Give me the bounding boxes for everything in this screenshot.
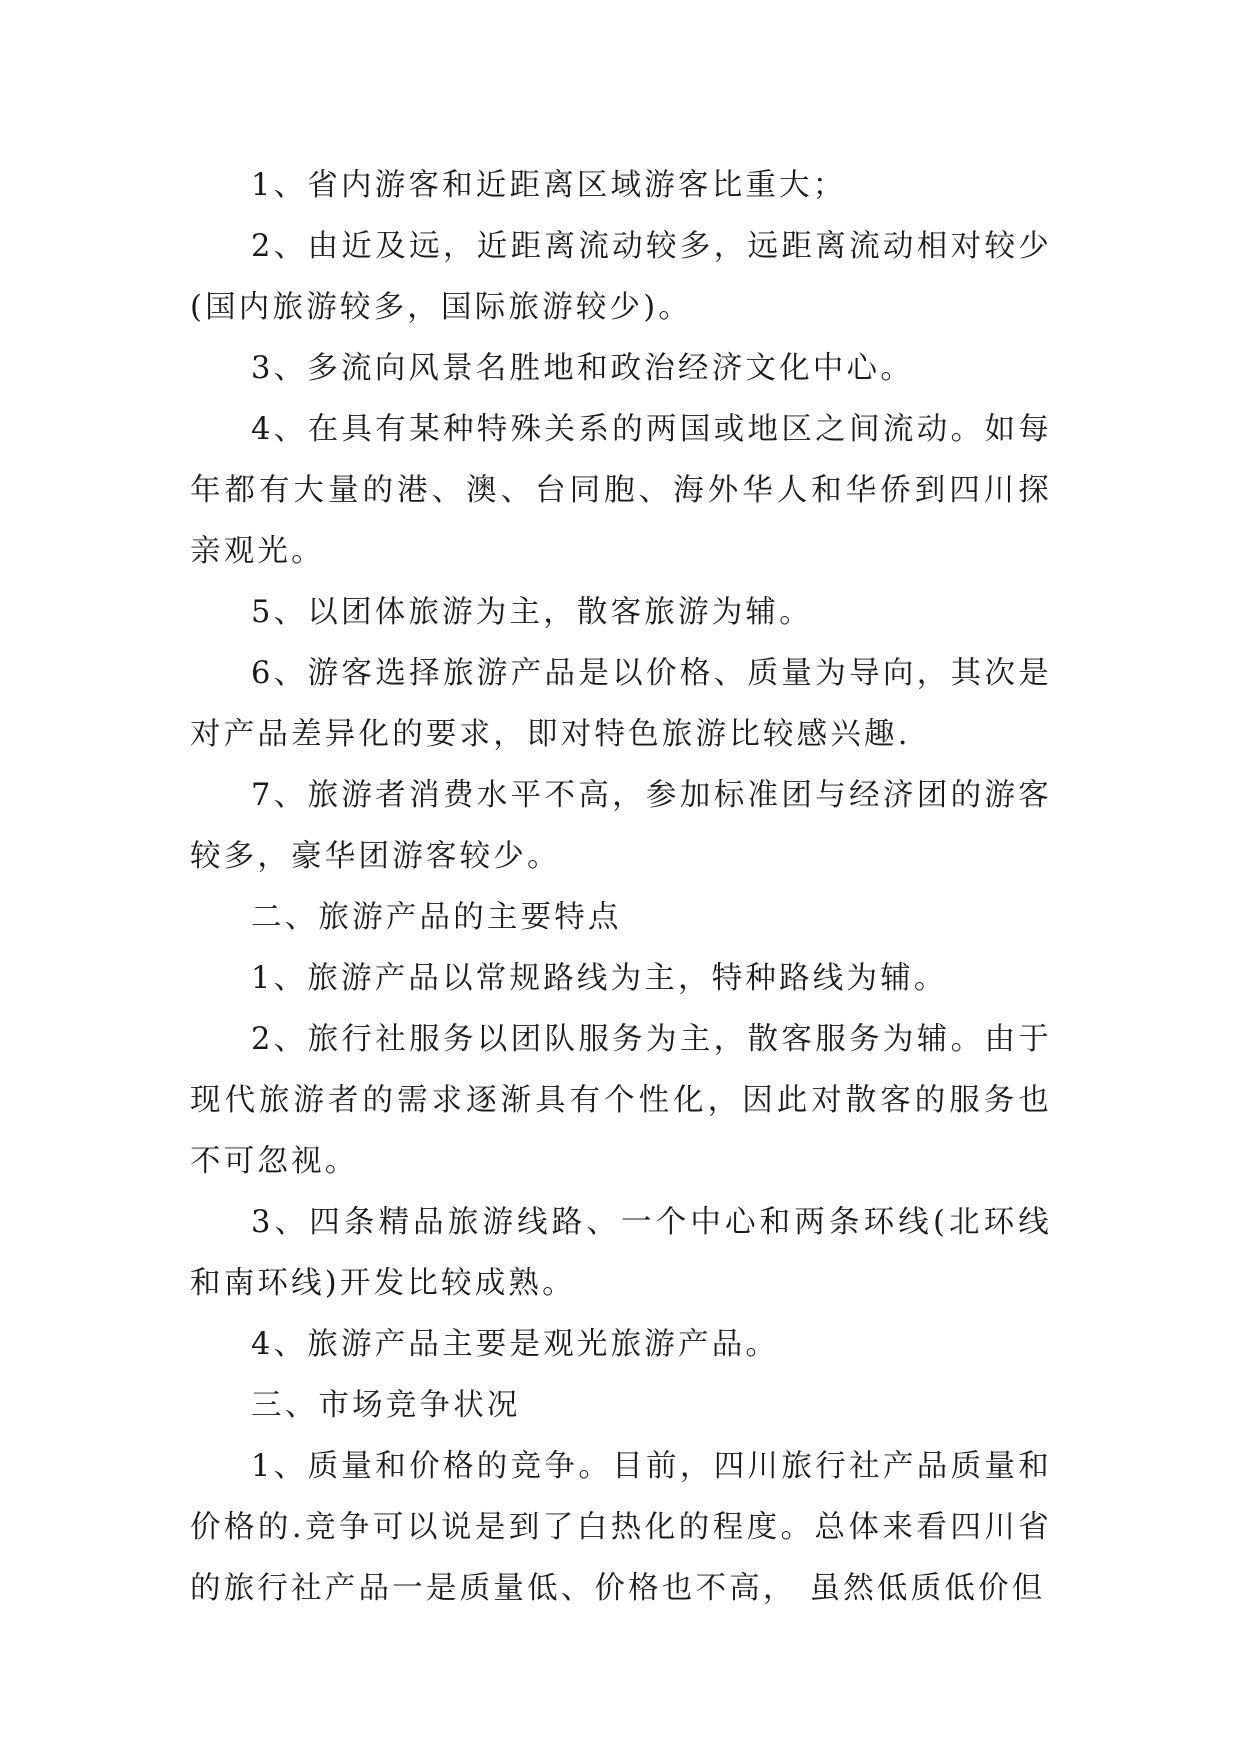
section-heading-2: 二、旅游产品的主要特点 [251,900,622,935]
paragraph-item-1: 1、省内游客和近距离区域游客比重大； [251,168,847,203]
paragraph-item-12: 1、质量和价格的竞争。目前，四川旅行社产品质量和价格的.竞争可以说是到了白热化的程度。总体来看四川省的旅行社产品一是质量低、价格也不高， 虽然低质低价但 [190,1449,1052,1606]
section-heading-3: 三、市场竞争状况 [251,1388,521,1423]
paragraph-item-3: 3、多流向风景名胜地和政治经济文化中心。 [251,351,914,386]
paragraph-item-2: 2、由近及远，近距离流动较多，远距离流动相对较少(国内旅游较多，国际旅游较少)。 [190,229,1052,325]
paragraph-item-6: 6、游客选择旅游产品是以价格、质量为导向，其次是对产品差异化的要求，即对特色旅游比较感兴趣. [190,656,1052,752]
paragraph-item-8: 1、旅游产品以常规路线为主，特种路线为辅。 [251,961,948,996]
paragraph-item-7: 7、旅游者消费水平不高，参加标准团与经济团的游客较多，豪华团游客较少。 [190,778,1052,874]
document-body [190,155,1052,1619]
paragraph-item-11: 4、旅游产品主要是观光旅游产品。 [251,1327,780,1362]
paragraph-item-4: 4、在具有某种特殊关系的两国或地区之间流动。如每年都有大量的港、澳、台同胞、海外华人和华侨到四川探亲观光。 [190,412,1052,569]
paragraph-item-10: 3、四条精品旅游线路、一个中心和两条环线(北环线和南环线)开发比较成熟。 [190,1205,1052,1301]
paragraph-item-9: 2、旅行社服务以团队服务为主，散客服务为辅。由于现代旅游者的需求逐渐具有个性化，因此对散客的服务也不可忽视。 [190,1022,1052,1179]
paragraph-item-5: 5、以团体旅游为主，散客旅游为辅。 [251,595,813,630]
